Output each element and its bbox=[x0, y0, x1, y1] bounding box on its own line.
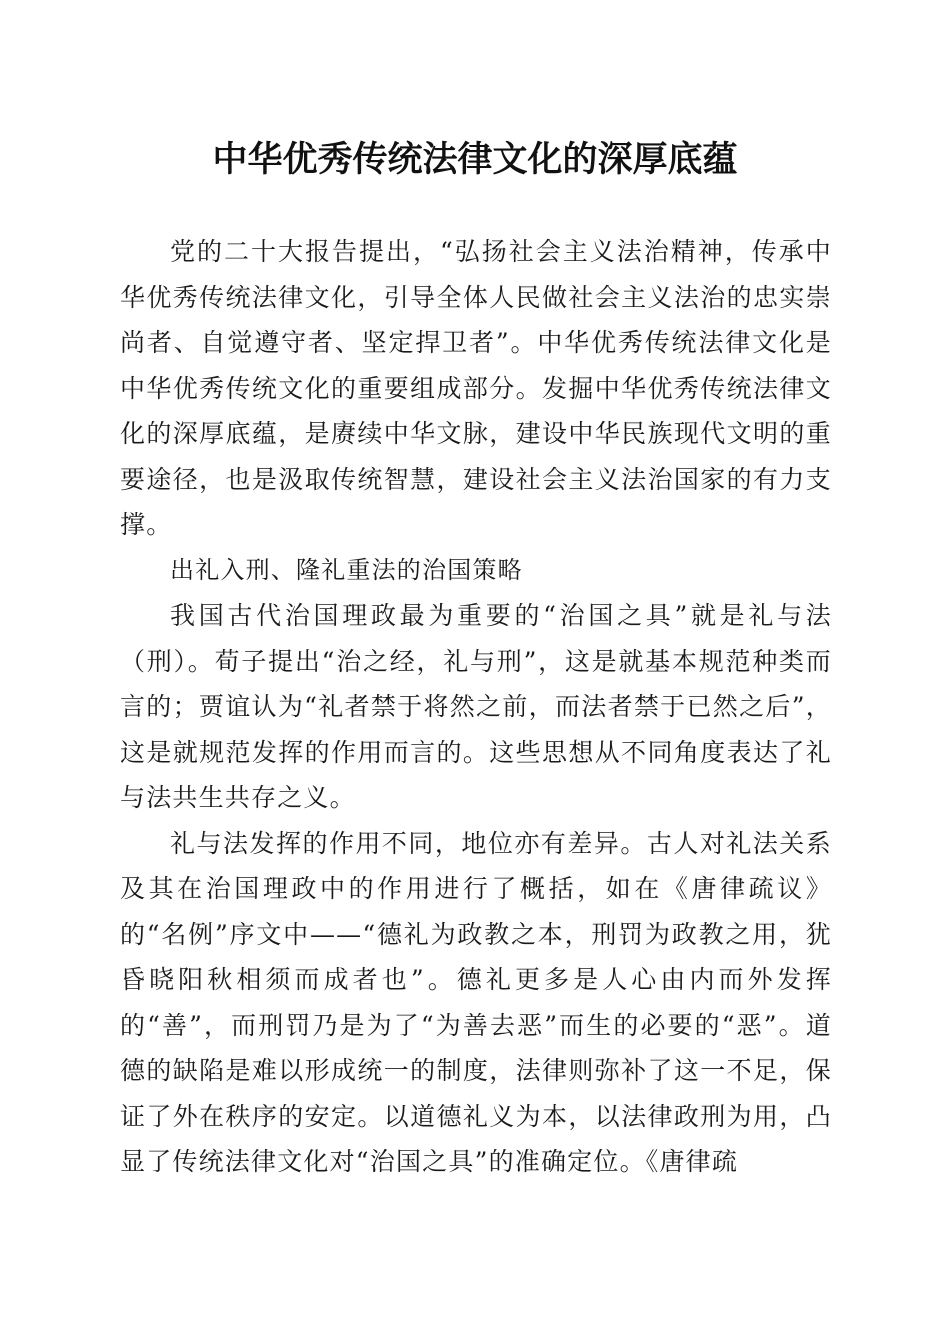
document-title: 中华优秀传统法律文化的深厚底蕴 bbox=[212, 139, 738, 180]
intro-paragraph: 党的二十大报告提出，“弘扬社会主义法治精神，传承中华优秀传统法律文化，引导全体人民做社会主义法治的忠实崇尚者、自觉遵守者、坚定捍卫者”。中华优秀传统法律文化是中华优秀传统文化的重要组成部分。发掘中华优秀传统法律文化的深厚底蕴，是赓续中华文脉，建设中华民族现代文明的重要途径，也是汲取传统智慧，建设社会主义法治国家的有力支撑。 bbox=[120, 237, 832, 539]
section-paragraph-2: 礼与法发挥的作用不同，地位亦有差异。古人对礼法关系及其在治国理政中的作用进行了概括，如在《唐律疏议》的“名例”序文中——“德礼为政教之本，刑罚为政教之用，犹昏晓阳秋相须而成者也”。德礼更多是人心由内而外发挥的“善”，而刑罚乃是为了“为善去恶”而生的必要的“恶”。道德的缺陷是难以形成统一的制度，法律则弥补了这一不足，保证了外在秩序的安定。以道德礼义为本，以法律政刑为用，凸显了传统法律文化对“治国之具”的准确定位。《唐律疏 bbox=[120, 828, 832, 1176]
section-paragraph-1: 我国古代治国理政最为重要的“治国之具”就是礼与法（刑）。荀子提出“治之经，礼与刑”，这是就基本规范种类而言的；贾谊认为“礼者禁于将然之前，而法者禁于已然之后”，这是就规范发挥的作用而言的。这些思想从不同角度表达了礼与法共生共存之义。 bbox=[120, 601, 832, 812]
section-heading: 出礼入刑、隆礼重法的治国策略 bbox=[170, 555, 523, 584]
document-body bbox=[120, 229, 832, 1185]
